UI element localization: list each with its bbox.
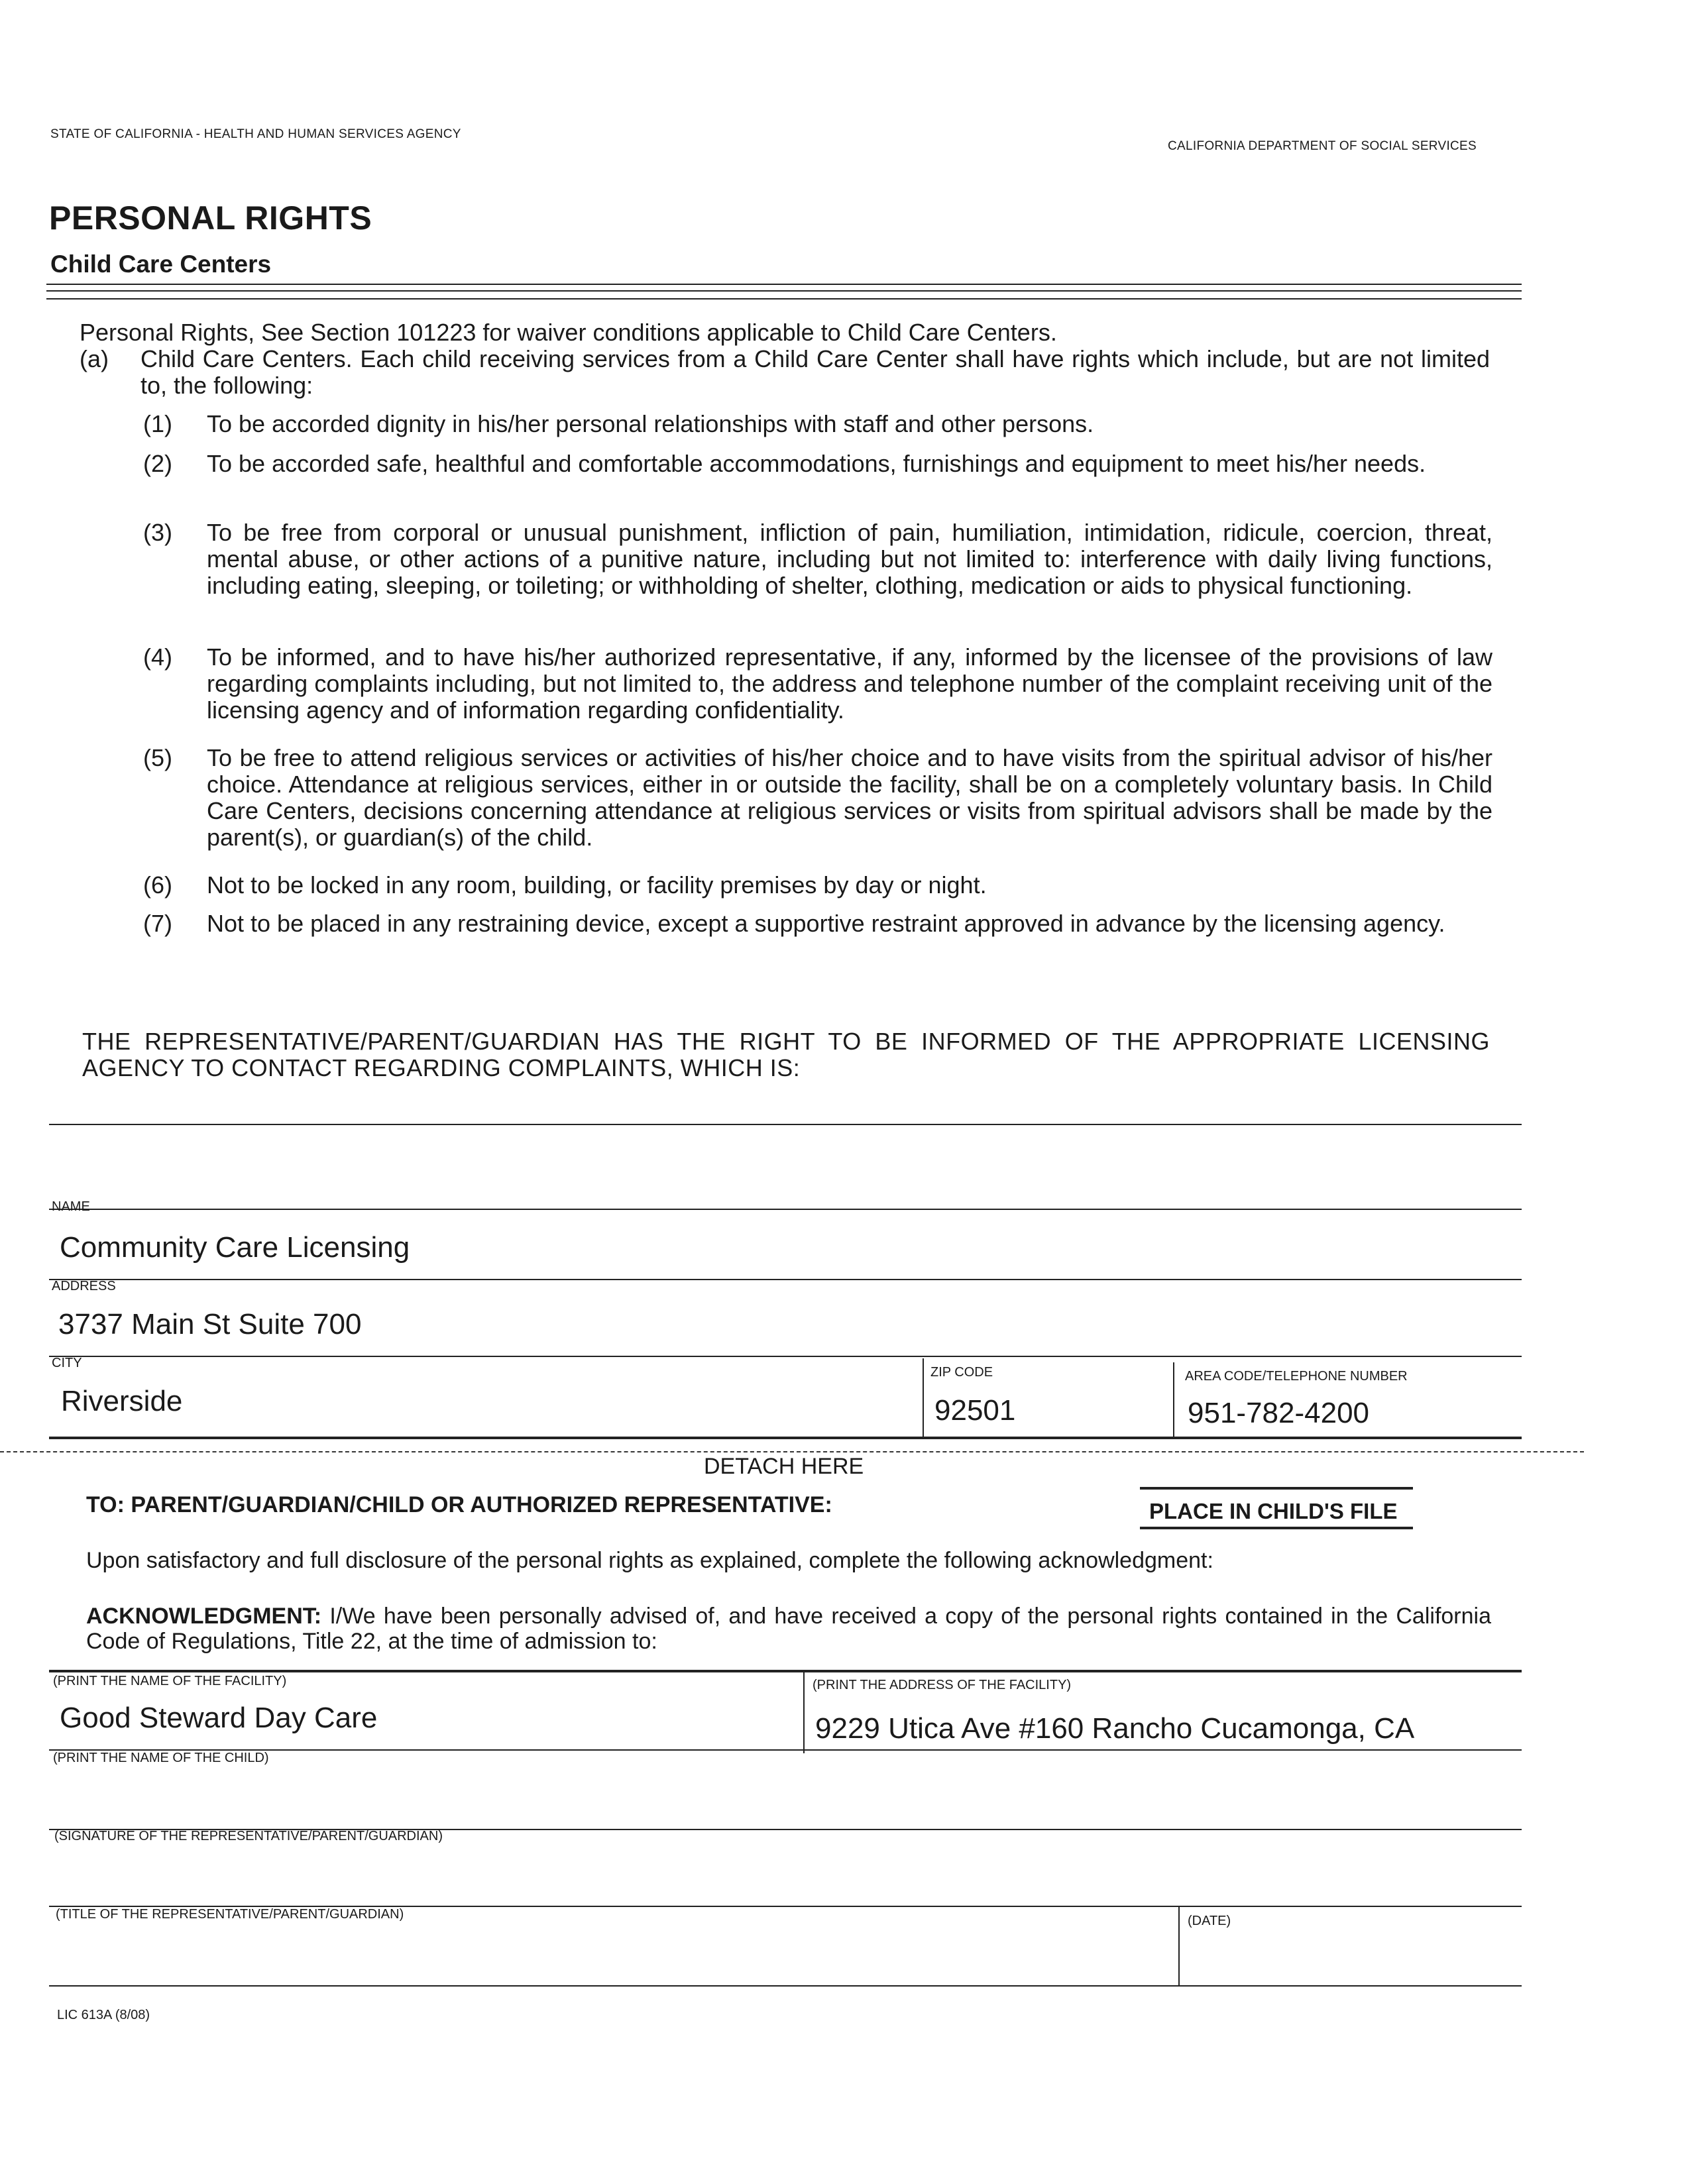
zip-label: ZIP CODE — [930, 1365, 993, 1380]
agency-zip-value: 92501 — [934, 1394, 1016, 1427]
agency-address-value: 3737 Main St Suite 700 — [58, 1308, 362, 1340]
intro-line: Personal Rights, See Section 101223 for waiver conditions applicable to Child Care Centers. — [80, 319, 1057, 346]
facility-name-value: Good Steward Day Care — [60, 1702, 378, 1734]
item-text: To be informed, and to have his/her authorized representative, if any, informed by the licensee of the provisions of law regarding complaints including, but not limited to, the address and telephone number of the complaint receiving unit of the licensing agency and of information regarding confidentiality. — [207, 643, 1492, 724]
department-header: CALIFORNIA DEPARTMENT OF SOCIAL SERVICES — [1168, 139, 1477, 153]
child-name-field[interactable] — [53, 1771, 1511, 1824]
name-label: NAME — [52, 1199, 90, 1214]
ack-text: I/We have been personally advised of, and have received a copy of the personal rights contained in the California Code of Regulations, Title 22, at the time of admission to: — [86, 1604, 1491, 1654]
page-title: PERSONAL RIGHTS — [49, 199, 372, 237]
item-text: Not to be locked in any room, building, or facility premises by day or night. — [207, 871, 987, 899]
file-note: PLACE IN CHILD'S FILE — [1149, 1499, 1398, 1523]
list-item — [143, 910, 1492, 963]
page-subtitle: Child Care Centers — [50, 250, 272, 278]
item-text: To be free to attend religious services or activities of his/her choice and to have visits from the spiritual advisor of his/her choice. Attendance at religious services, either in or outside the facility, shall be on a completely voluntary basis. In Child Care Centers, decisions concerning attendance at religious services or visits from spiritual advisors shall be made by the parent(s), or guardian(s) of the child. — [207, 744, 1492, 851]
item-number: (6) — [143, 871, 172, 899]
title-rule-mid — [46, 290, 1522, 292]
address-label: ADDRESS — [52, 1279, 116, 1293]
list-item — [143, 745, 1492, 851]
date-field[interactable] — [1188, 1932, 1506, 1979]
zip-divider — [923, 1358, 924, 1437]
item-number: (7) — [143, 910, 172, 937]
facility-rule — [49, 1670, 1522, 1672]
section-a-text: Child Care Centers. Each child receiving services from a Child Care Center shall have rights which include, but are not limited to, the following: — [140, 345, 1490, 399]
ack-intro: Upon satisfactory and full disclosure of the personal rights as explained, complete the following acknowledgment: — [86, 1548, 1213, 1573]
signature-field[interactable] — [53, 1849, 1511, 1902]
date-label: (DATE) — [1188, 1914, 1231, 1928]
ack-heading: ACKNOWLEDGMENT: — [86, 1604, 322, 1629]
detach-line — [0, 1451, 1584, 1452]
item-number: (3) — [143, 519, 172, 546]
list-item — [143, 451, 1492, 504]
list-item — [143, 644, 1492, 724]
date-divider — [1178, 1907, 1180, 1987]
item-text: To be free from corporal or unusual punishment, infliction of pain, humiliation, intimidation, ridicule, coercion, threat, mental abuse, or other actions of a punitive nature, including but not limited to: interference with daily living functions, including eating, sleeping, or toileting; or withholding of shelter, clothing, medication or aids to physical functioning. — [207, 519, 1492, 599]
phone-label: AREA CODE/TELEPHONE NUMBER — [1185, 1369, 1408, 1384]
item-number: (5) — [143, 744, 172, 771]
agency-name-value: Community Care Licensing — [60, 1231, 410, 1264]
name-rule — [49, 1209, 1522, 1210]
file-note-rule-top — [1140, 1487, 1413, 1490]
child-rule — [49, 1749, 1522, 1751]
file-note-rule-bottom — [1140, 1527, 1413, 1529]
city-rule — [49, 1356, 1522, 1357]
facility-name-label: (PRINT THE NAME OF THE FACILITY) — [53, 1674, 287, 1688]
item-number: (1) — [143, 410, 172, 437]
complaint-notice: THE REPRESENTATIVE/PARENT/GUARDIAN HAS THE RIGHT TO BE INFORMED OF THE APPROPRIATE LICENSING AGENCY TO CONTACT REGARDING COMPLAINTS, WHICH IS: — [82, 1028, 1490, 1081]
title-rule-top — [46, 284, 1522, 285]
signature-label: (SIGNATURE OF THE REPRESENTATIVE/PARENT/GUARDIAN) — [54, 1829, 443, 1843]
form-number: LIC 613A (8/08) — [57, 2008, 150, 2022]
item-number: (2) — [143, 450, 172, 477]
rep-title-label: (TITLE OF THE REPRESENTATIVE/PARENT/GUARDIAN) — [56, 1907, 404, 1922]
agency-city-value: Riverside — [61, 1385, 183, 1417]
rep-title-field[interactable] — [53, 1926, 1166, 1979]
date-bottom-rule — [49, 1985, 1522, 1987]
list-item — [143, 872, 1492, 899]
contact-bottom-rule — [49, 1437, 1522, 1439]
section-a-label: (a) — [80, 345, 109, 372]
title-rule-bottom — [46, 298, 1522, 300]
facility-divider — [803, 1670, 805, 1753]
list-item — [143, 411, 1492, 437]
detach-label: DETACH HERE — [704, 1454, 864, 1479]
agency-header: STATE OF CALIFORNIA - HEALTH AND HUMAN SERVICES AGENCY — [50, 127, 461, 141]
facility-address-value: 9229 Utica Ave #160 Rancho Cucamonga, CA — [815, 1712, 1415, 1745]
item-text: Not to be placed in any restraining device, except a supportive restraint approved in advance by the licensing agency. — [207, 910, 1445, 937]
ack-paragraph — [86, 1604, 1491, 1654]
item-number: (4) — [143, 643, 172, 671]
address-rule — [49, 1279, 1522, 1280]
list-item — [143, 519, 1492, 626]
item-text: To be accorded safe, healthful and comfortable accommodations, furnishings and equipment to meet his/her needs. — [207, 450, 1426, 477]
to-line: TO: PARENT/GUARDIAN/CHILD OR AUTHORIZED REPRESENTATIVE: — [86, 1492, 832, 1517]
item-text: To be accorded dignity in his/her personal relationships with staff and other persons. — [207, 410, 1094, 437]
agency-phone-value: 951-782-4200 — [1188, 1397, 1370, 1429]
facility-address-label: (PRINT THE ADDRESS OF THE FACILITY) — [813, 1678, 1072, 1692]
child-name-label: (PRINT THE NAME OF THE CHILD) — [53, 1751, 269, 1765]
city-label: CITY — [52, 1356, 82, 1370]
phone-divider — [1173, 1362, 1174, 1438]
notice-rule — [49, 1124, 1522, 1125]
